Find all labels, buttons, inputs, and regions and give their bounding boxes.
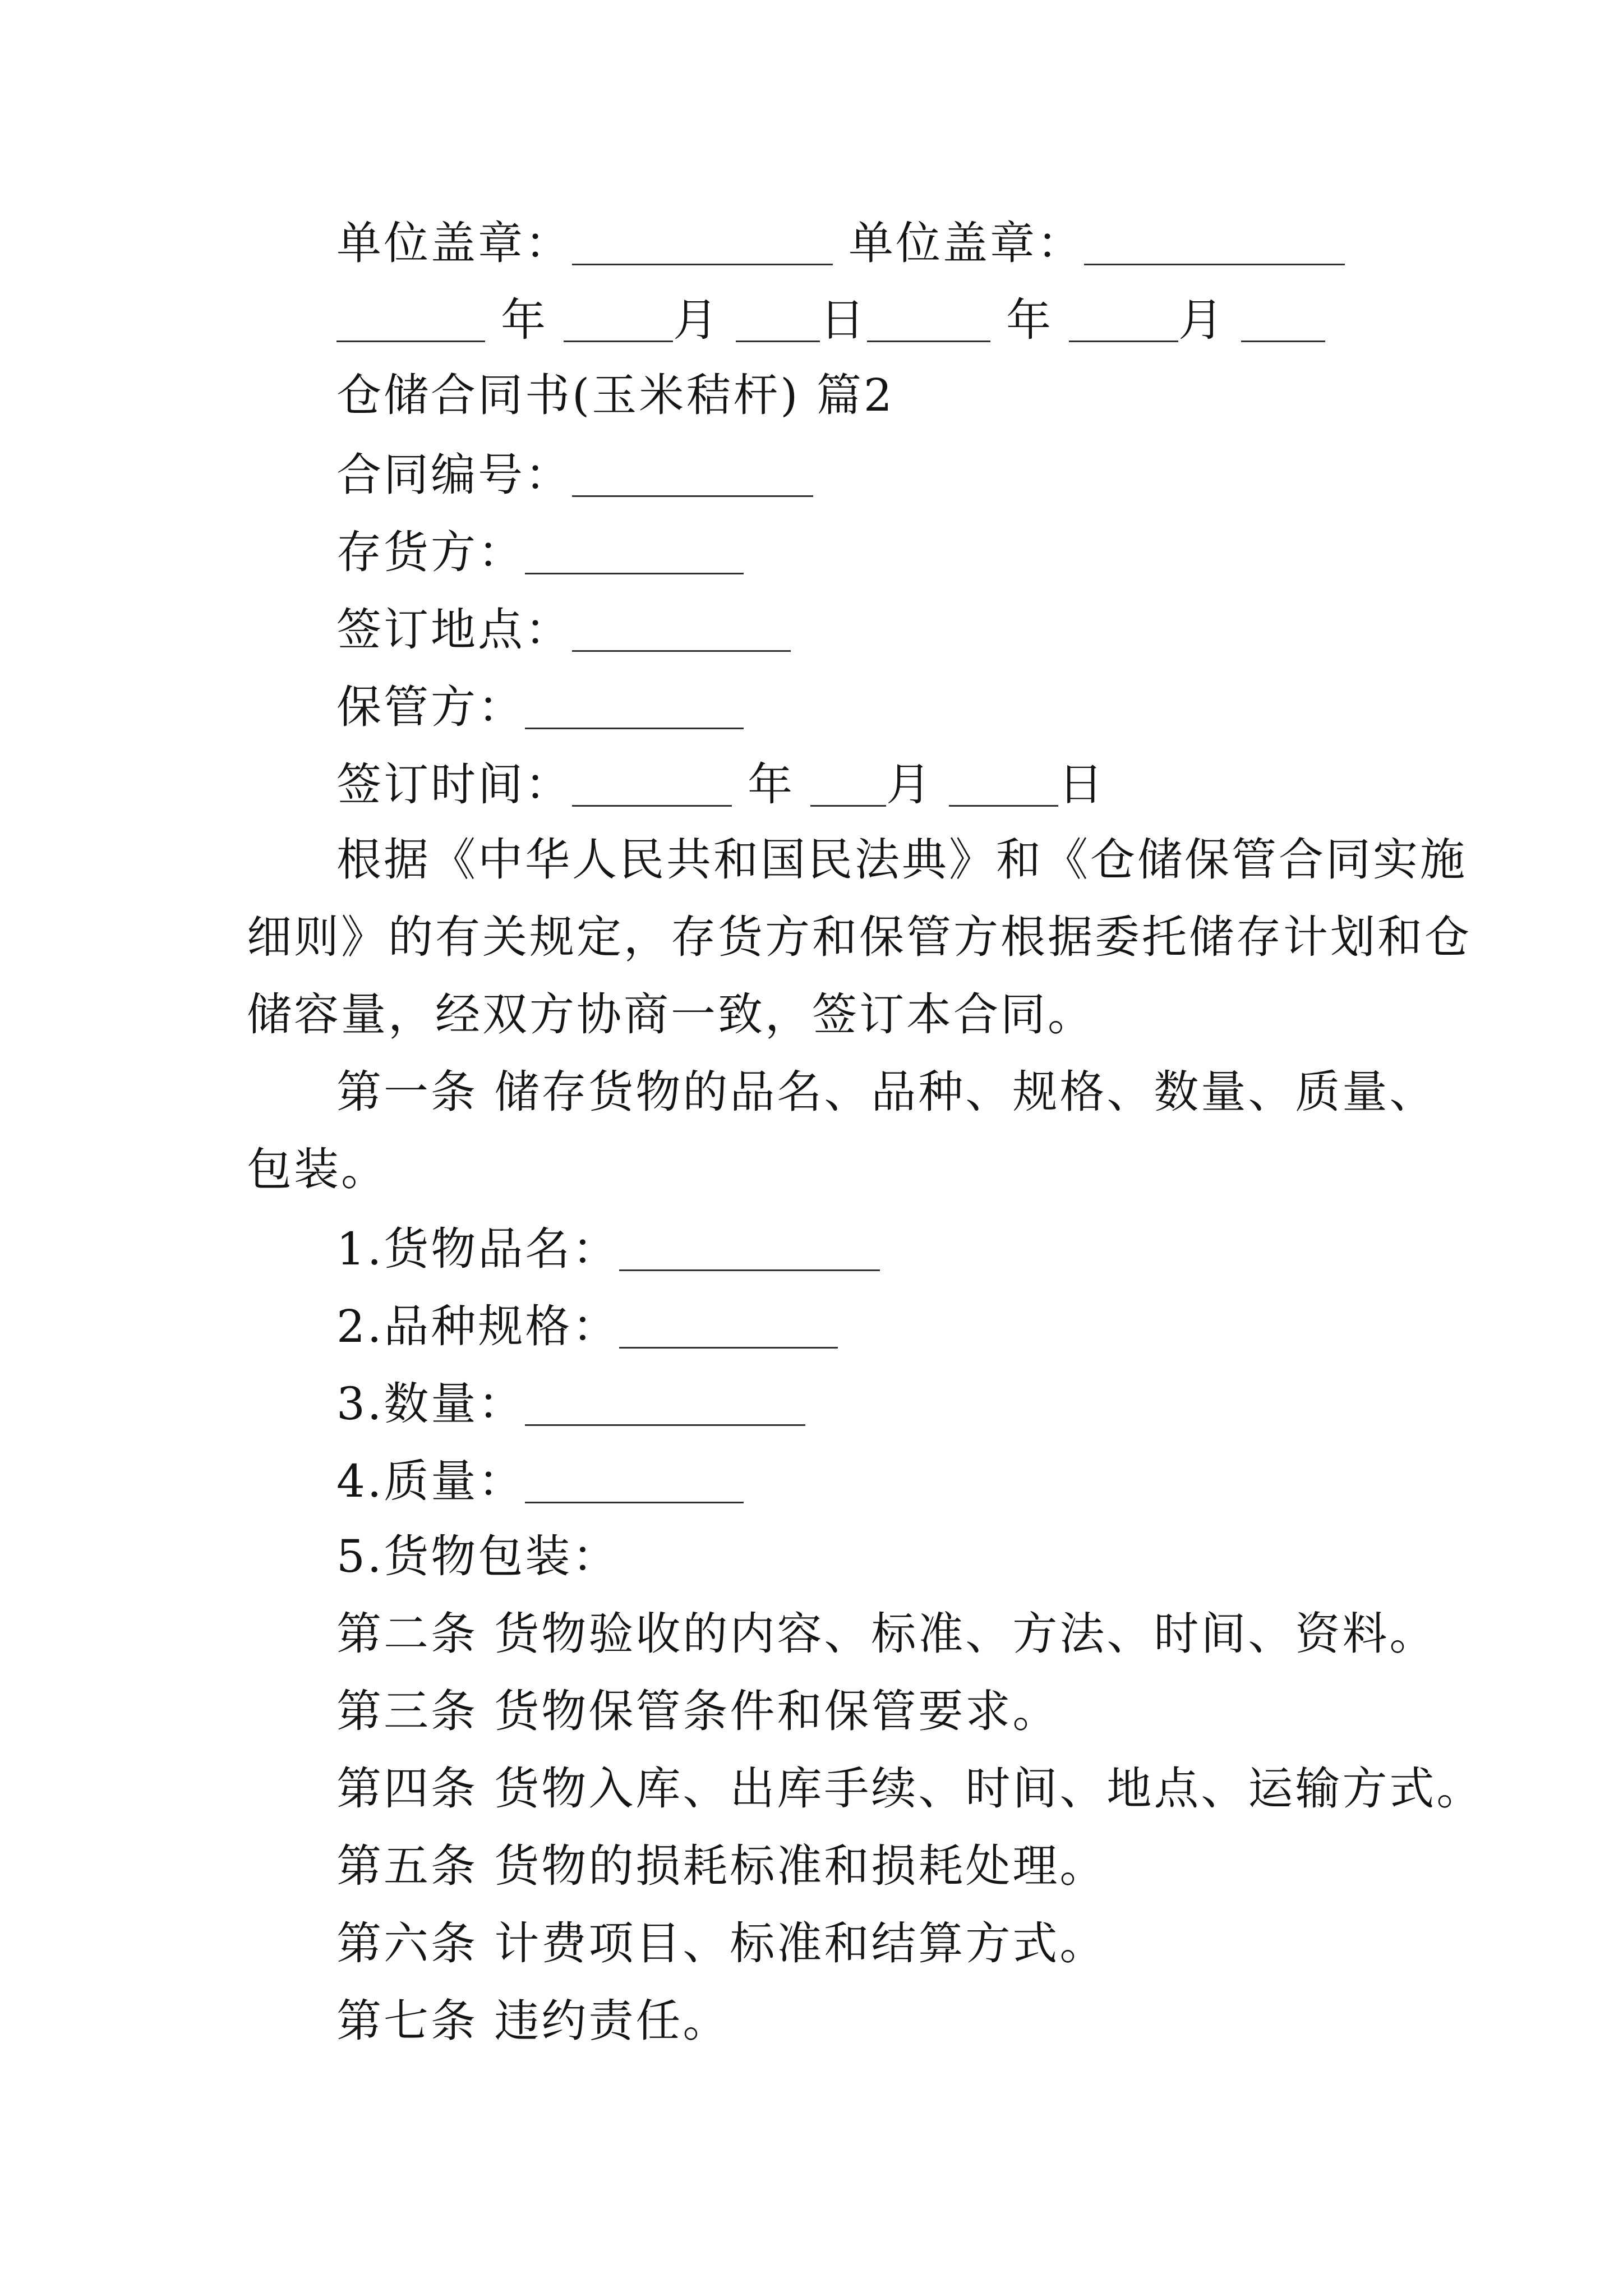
sign-day-label: 日 (1058, 758, 1105, 811)
seal-blank-1 (572, 219, 833, 265)
year-blank-2 (867, 296, 990, 342)
seal-label-2: 单位盖章： (849, 217, 1084, 269)
article-2: 第二条 货物验收的内容、标准、方法、时间、资料。 (336, 1608, 1437, 1660)
article-3: 第三条 货物保管条件和保管要求。 (336, 1685, 1060, 1737)
item-3-blank (525, 1379, 805, 1426)
month-blank-2 (1069, 296, 1178, 342)
item-4-line (336, 1455, 744, 1507)
item-1-label: 1.货物品名： (336, 1223, 620, 1275)
custodian-line (336, 681, 744, 733)
depositor-blank (525, 528, 744, 574)
seal-line (336, 217, 1345, 269)
item-4-blank (525, 1457, 744, 1503)
contract-number-blank (572, 450, 813, 497)
day-blank-2 (1241, 296, 1325, 342)
signature-date-line (336, 294, 1325, 346)
custodian-label: 保管方： (336, 681, 525, 733)
article-7: 第七条 违约责任。 (336, 1995, 730, 2047)
depositor-label: 存货方： (336, 526, 525, 578)
article-1-line-1: 第一条 储存货物的品名、品种、规格、数量、质量、 (336, 1066, 1437, 1118)
item-5-line: 5.货物包装： (336, 1530, 620, 1582)
sign-time-label: 签订时间： (336, 758, 572, 811)
item-3-label: 3.数量： (336, 1378, 525, 1430)
depositor-line (336, 526, 744, 578)
sign-day-blank (949, 760, 1058, 807)
sign-year-label: 年 (748, 758, 795, 811)
year-blank-1 (336, 296, 485, 342)
item-2-blank (619, 1302, 838, 1349)
item-4-label: 4.质量： (336, 1455, 525, 1507)
sign-month-label: 月 (886, 758, 933, 811)
month-blank-1 (564, 296, 673, 342)
sign-time-line (336, 758, 1105, 811)
preamble-line-1: 根据《中华人民共和国民法典》和《仓储保管合同实施 (336, 834, 1467, 886)
item-2-line (336, 1300, 838, 1352)
year-label-2: 年 (1006, 294, 1053, 346)
article-5: 第五条 货物的损耗标准和损耗处理。 (336, 1840, 1107, 1892)
sign-place-label: 签订地点： (336, 604, 572, 656)
day-blank-1 (736, 296, 820, 342)
month-label-1: 月 (673, 294, 720, 346)
item-3-line (336, 1378, 805, 1430)
contract-number-label: 合同编号： (336, 449, 572, 501)
item-1-line (336, 1223, 880, 1275)
seal-label-1: 单位盖章： (336, 217, 572, 269)
sign-place-line (336, 604, 791, 656)
preamble-line-3: 储容量，经双方协商一致，签订本合同。 (247, 988, 1095, 1041)
item-2-label: 2.品种规格： (336, 1300, 620, 1352)
custodian-blank (525, 683, 744, 729)
sign-year-blank (572, 760, 732, 807)
item-1-blank (619, 1225, 880, 1271)
sign-month-blank (810, 760, 886, 807)
preamble-line-2: 细则》的有关规定，存货方和保管方根据委托储存计划和仓 (247, 911, 1472, 963)
contract-title: 仓储合同书(玉米秸杆) 篇2 (336, 369, 895, 421)
month-label-2: 月 (1178, 294, 1225, 346)
article-6: 第六条 计费项目、标准和结算方式。 (336, 1917, 1107, 1970)
contract-number-line (336, 449, 813, 501)
year-label-1: 年 (501, 294, 548, 346)
day-label-1: 日 (820, 294, 867, 346)
sign-place-blank (572, 605, 791, 652)
article-1-line-2: 包装。 (247, 1143, 388, 1195)
article-4: 第四条 货物入库、出库手续、时间、地点、运输方式。 (336, 1763, 1484, 1815)
seal-blank-2 (1084, 219, 1345, 265)
